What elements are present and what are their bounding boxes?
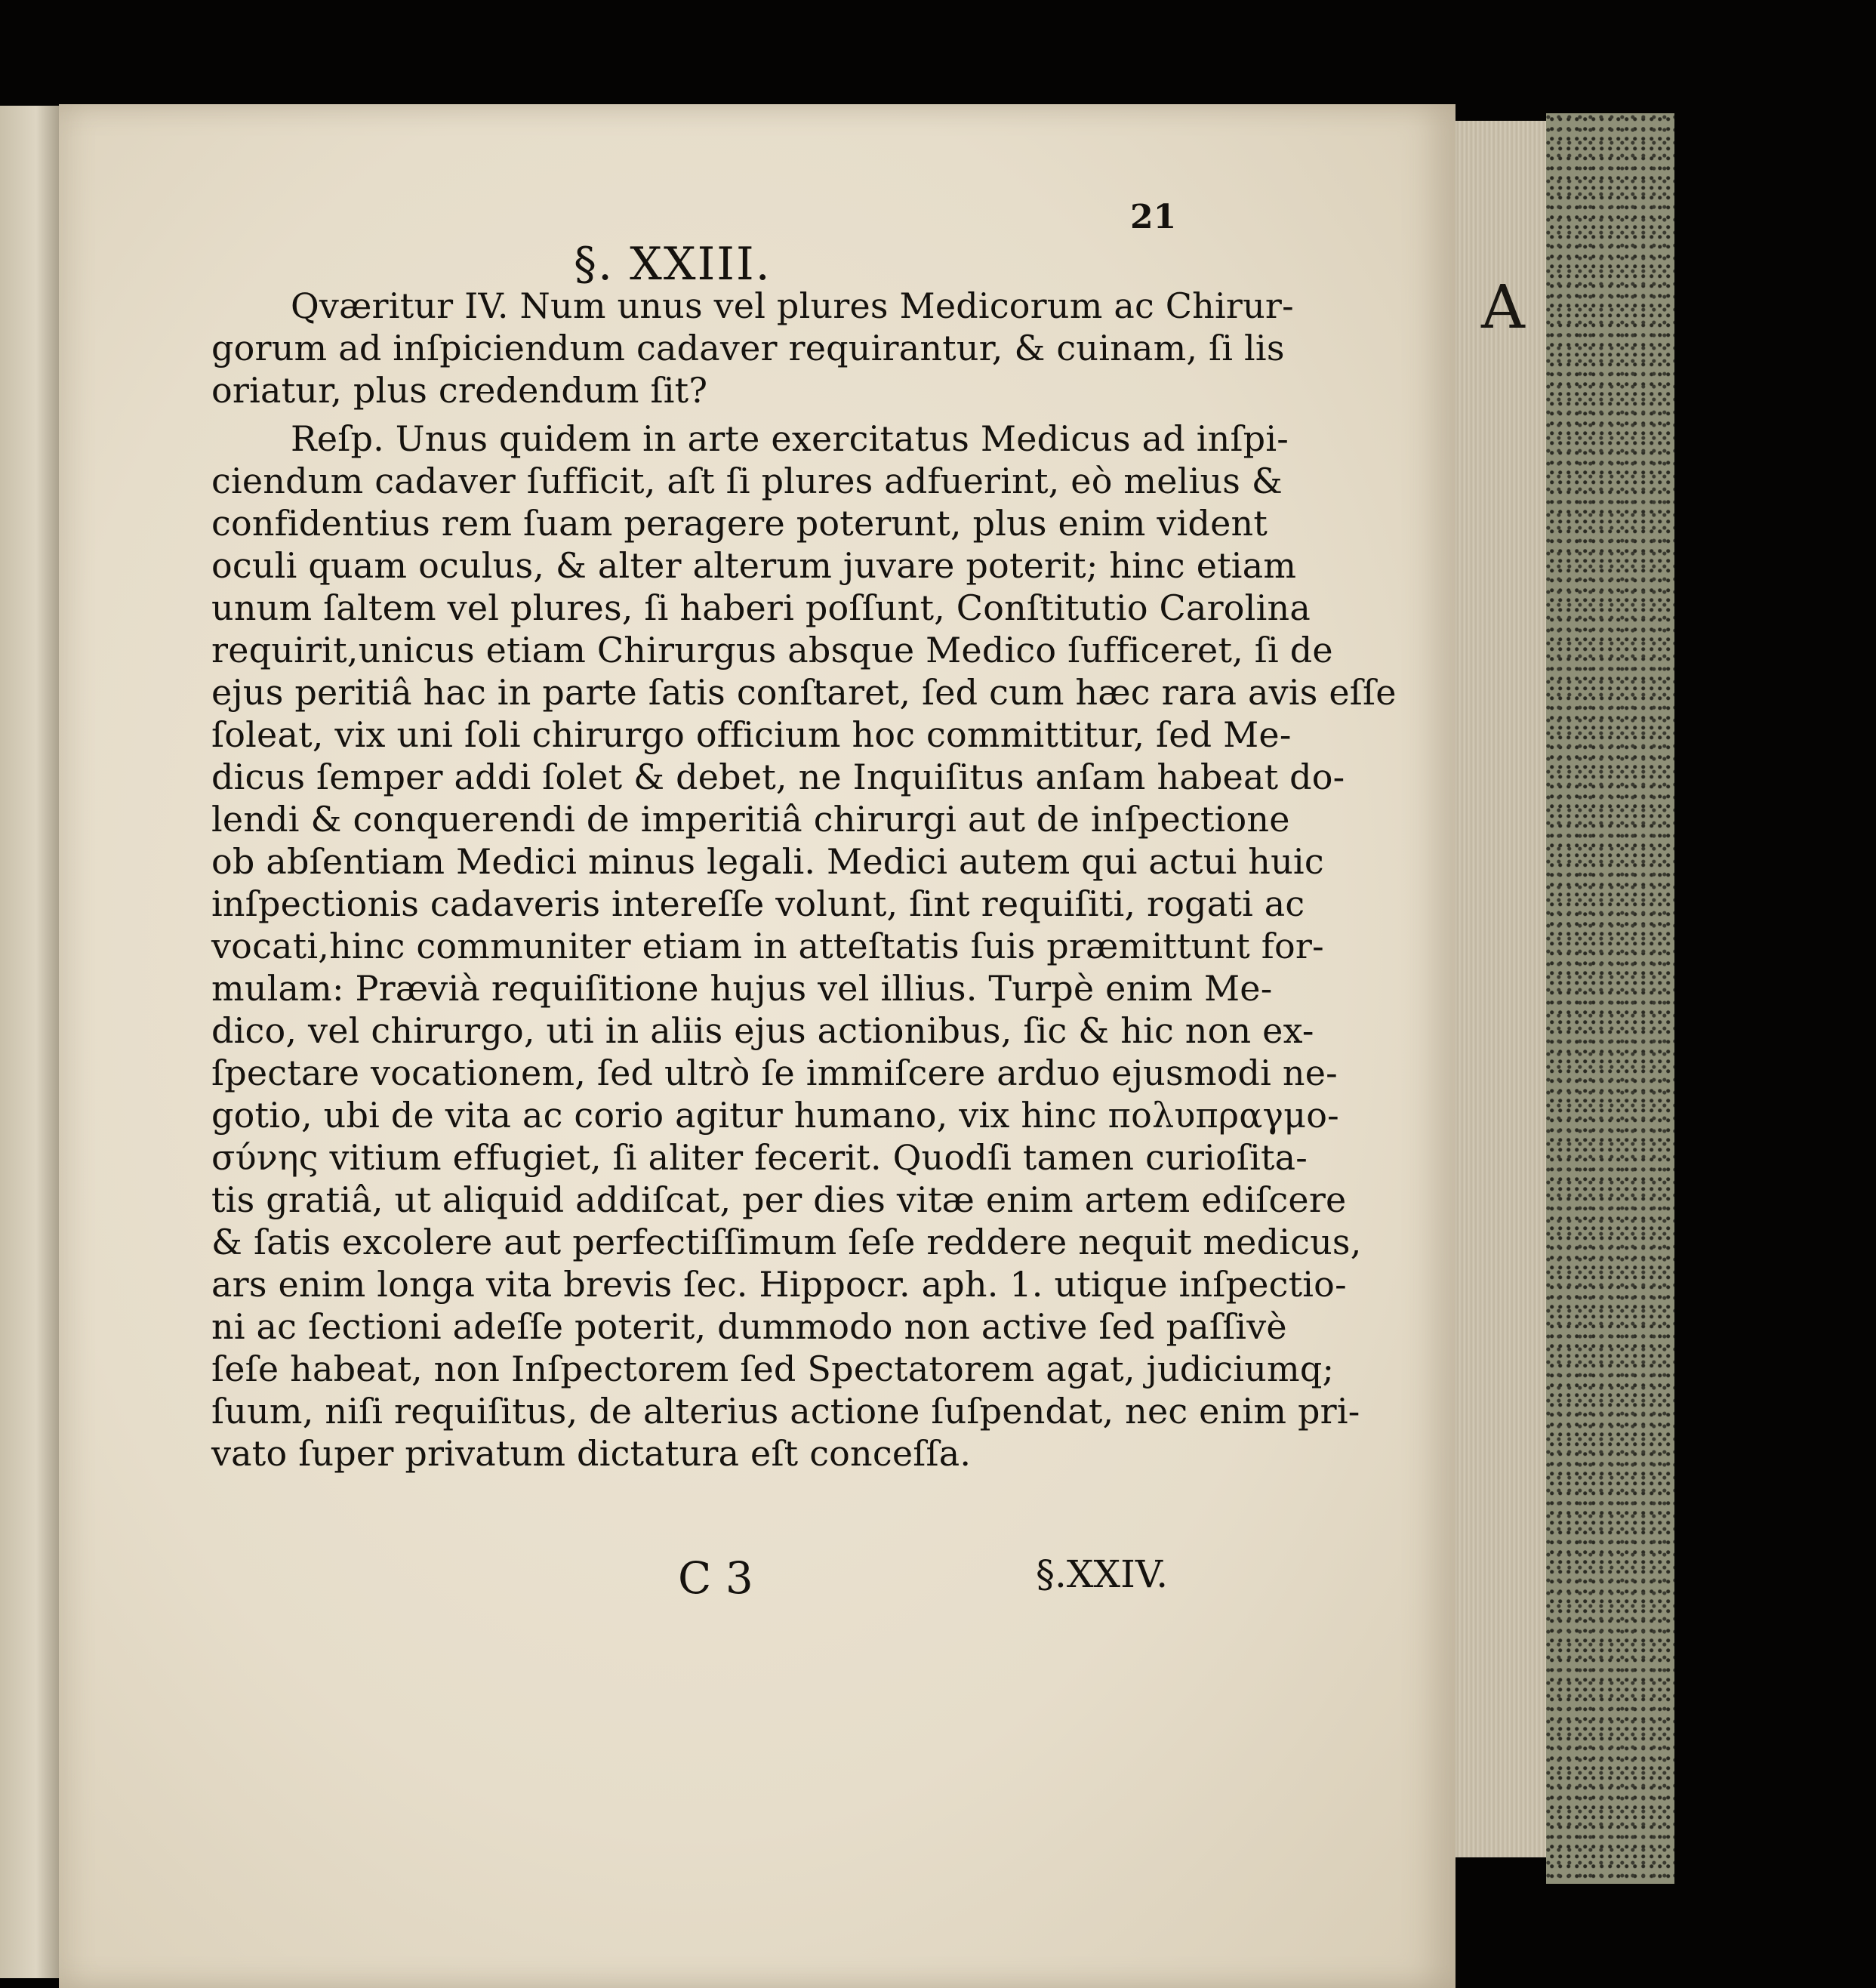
text-line: ſuum, niſi requiſitus, de alterius actione ſuſpendat, nec enim pri-	[211, 1391, 1360, 1432]
signature-mark: C 3	[678, 1552, 753, 1604]
text-line: dicus ſemper addi ſolet & debet, ne Inquiſitus anſam habeat do-	[211, 757, 1345, 797]
text-line: σύνης vitium effugiet, ſi aliter fecerit. Quodſi tamen curioſita-	[211, 1137, 1308, 1178]
text-line: & ſatis excolere aut perfectiſſimum ſeſe reddere nequit medicus,	[211, 1222, 1362, 1262]
text-line: confidentius rem ſuam peragere poterunt, plus enim vident	[211, 503, 1268, 544]
text-line: ſoleat, vix uni ſoli chirurgo officium hoc committitur, ſed Me-	[211, 714, 1292, 755]
text-line: oriatur, plus credendum ſit?	[211, 370, 708, 411]
text-line: vato ſuper privatum dictatura eſt conceſſa.	[211, 1433, 972, 1474]
text-line: tis gratiâ, ut aliquid addiſcat, per dies vitæ enim artem ediſcere	[211, 1179, 1347, 1220]
text-line: ejus peritiâ hac in parte ſatis conſtaret, ſed cum hæc rara avis eſſe	[211, 672, 1397, 713]
text-line: gorum ad inſpiciendum cadaver requirantur, & cuinam, ſi lis	[211, 328, 1285, 368]
text-line: gotio, ubi de vita ac corio agitur humano, vix hinc πολυπραγμο-	[211, 1095, 1339, 1136]
text-line: ars enim longa vita brevis ſec. Hippocr. aph. 1. utique inſpectio-	[211, 1264, 1347, 1305]
text-line: ſeſe habeat, non Inſpectorem ſed Spectatorem agat, judiciumq;	[211, 1348, 1335, 1389]
text-line: dico, vel chirurgo, uti in aliis ejus actionibus, ſic & hic non ex-	[211, 1010, 1314, 1051]
text-line: ſpectare vocationem, ſed ultrò ſe immiſcere arduo ejusmodi ne-	[211, 1053, 1338, 1093]
text-line: unum ſaltem vel plures, ſi haberi poſſunt, Conſtitutio Carolina	[211, 587, 1311, 628]
text-line: Reſp. Unus quidem in arte exercitatus Medicus ad inſpi-	[291, 418, 1289, 459]
text-line: requirit,unicus etiam Chirurgus absque Medico ſufficeret, ſi de	[211, 630, 1333, 670]
text-line: inſpectionis cadaveris intereſſe volunt, ſint requiſiti, rogati ac	[211, 883, 1305, 924]
text-line: ob abſentiam Medici minus legali. Medici autem qui actui huic	[211, 841, 1324, 882]
cover-letter: A	[1481, 272, 1525, 342]
section-heading: §. XXIII.	[574, 238, 772, 291]
text-line: lendi & conquerendi de imperitiâ chirurgi aut de inſpectione	[211, 799, 1290, 840]
text-line: oculi quam oculus, & alter alterum juvare poterit; hinc etiam	[211, 545, 1297, 586]
text-line: Qværitur IV. Num unus vel plures Medicorum ac Chirur-	[291, 285, 1294, 326]
page-number: 21	[1130, 198, 1177, 236]
catchword: §.XXIV.	[1036, 1552, 1169, 1596]
text-line: ni ac ſectioni adeſſe poterit, dummodo non active ſed paſſivè	[211, 1306, 1287, 1347]
text-line: vocati,hinc communiter etiam in atteſtatis ſuis præmittunt for-	[211, 926, 1324, 966]
text-line: mulam: Prævià requiſitione hujus vel illius. Turpè enim Me-	[211, 968, 1273, 1009]
text-line: ciendum cadaver ſufficit, aſt ſi plures adfuerint, eò melius &	[211, 461, 1283, 501]
